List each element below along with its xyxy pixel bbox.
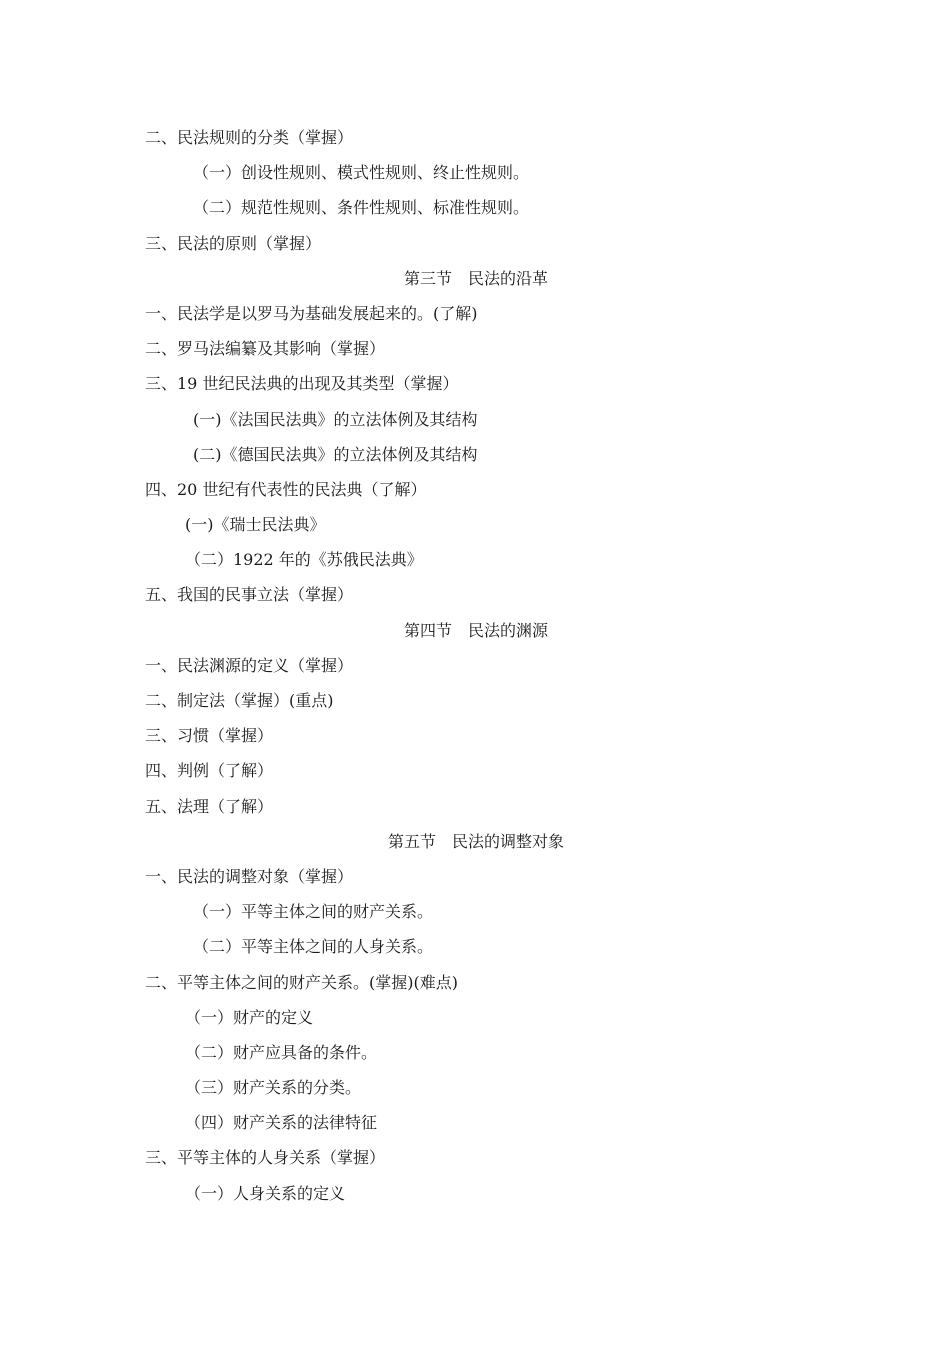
outline-item: (一)《法国民法典》的立法体例及其结构 (193, 409, 478, 429)
outline-item: （一）人身关系的定义 (185, 1183, 346, 1203)
outline-item: 三、民法的原则（掌握） (145, 233, 322, 253)
outline-item: 一、民法学是以罗马为基础发展起来的。(了解) (145, 303, 478, 323)
outline-item: （一）创设性规则、模式性规则、终止性规则。 (193, 163, 530, 183)
outline-item: 五、我国的民事立法（掌握） (145, 585, 354, 605)
document-body (0, 120, 952, 1211)
outline-item: 二、罗马法编纂及其影响（掌握） (145, 339, 386, 359)
outline-item: 二、民法规则的分类（掌握） (145, 128, 354, 147)
outline-item: （三）财产关系的分类。 (185, 1078, 362, 1098)
section-heading: 第四节 民法的渊源 (403, 620, 548, 640)
outline-item: (二)《德国民法典》的立法体例及其结构 (193, 444, 478, 464)
outline-item: 五、法理（了解） (145, 796, 274, 816)
outline-item: （一）平等主体之间的财产关系。 (193, 902, 434, 922)
section-heading: 第三节 民法的沿革 (403, 268, 548, 288)
outline-item: 三、19 世纪民法典的出现及其类型（掌握） (145, 374, 459, 394)
outline-item: 三、习惯（掌握） (145, 726, 274, 746)
section-heading: 第五节 民法的调整对象 (387, 831, 564, 851)
outline-item: 二、平等主体之间的财产关系。(掌握)(难点) (145, 972, 458, 992)
outline-item: （二）规范性规则、条件性规则、标准性规则。 (193, 198, 530, 218)
outline-item: 一、民法的调整对象（掌握） (145, 866, 354, 886)
outline-item: 四、20 世纪有代表性的民法典（了解） (145, 479, 427, 499)
outline-item: （二）1922 年的《苏俄民法典》 (185, 550, 423, 570)
outline-item: （二）平等主体之间的人身关系。 (193, 937, 434, 957)
outline-item: （四）财产关系的法律特征 (185, 1113, 378, 1133)
outline-item: （一）财产的定义 (185, 1007, 314, 1027)
outline-item: （二）财产应具备的条件。 (185, 1042, 378, 1062)
outline-item: 四、判例（了解） (145, 761, 274, 781)
outline-item: 一、民法渊源的定义（掌握） (145, 655, 354, 675)
outline-item: 三、平等主体的人身关系（掌握） (145, 1148, 386, 1168)
outline-item: (一)《瑞士民法典》 (185, 515, 326, 535)
outline-item: 二、制定法（掌握）(重点) (145, 691, 334, 710)
